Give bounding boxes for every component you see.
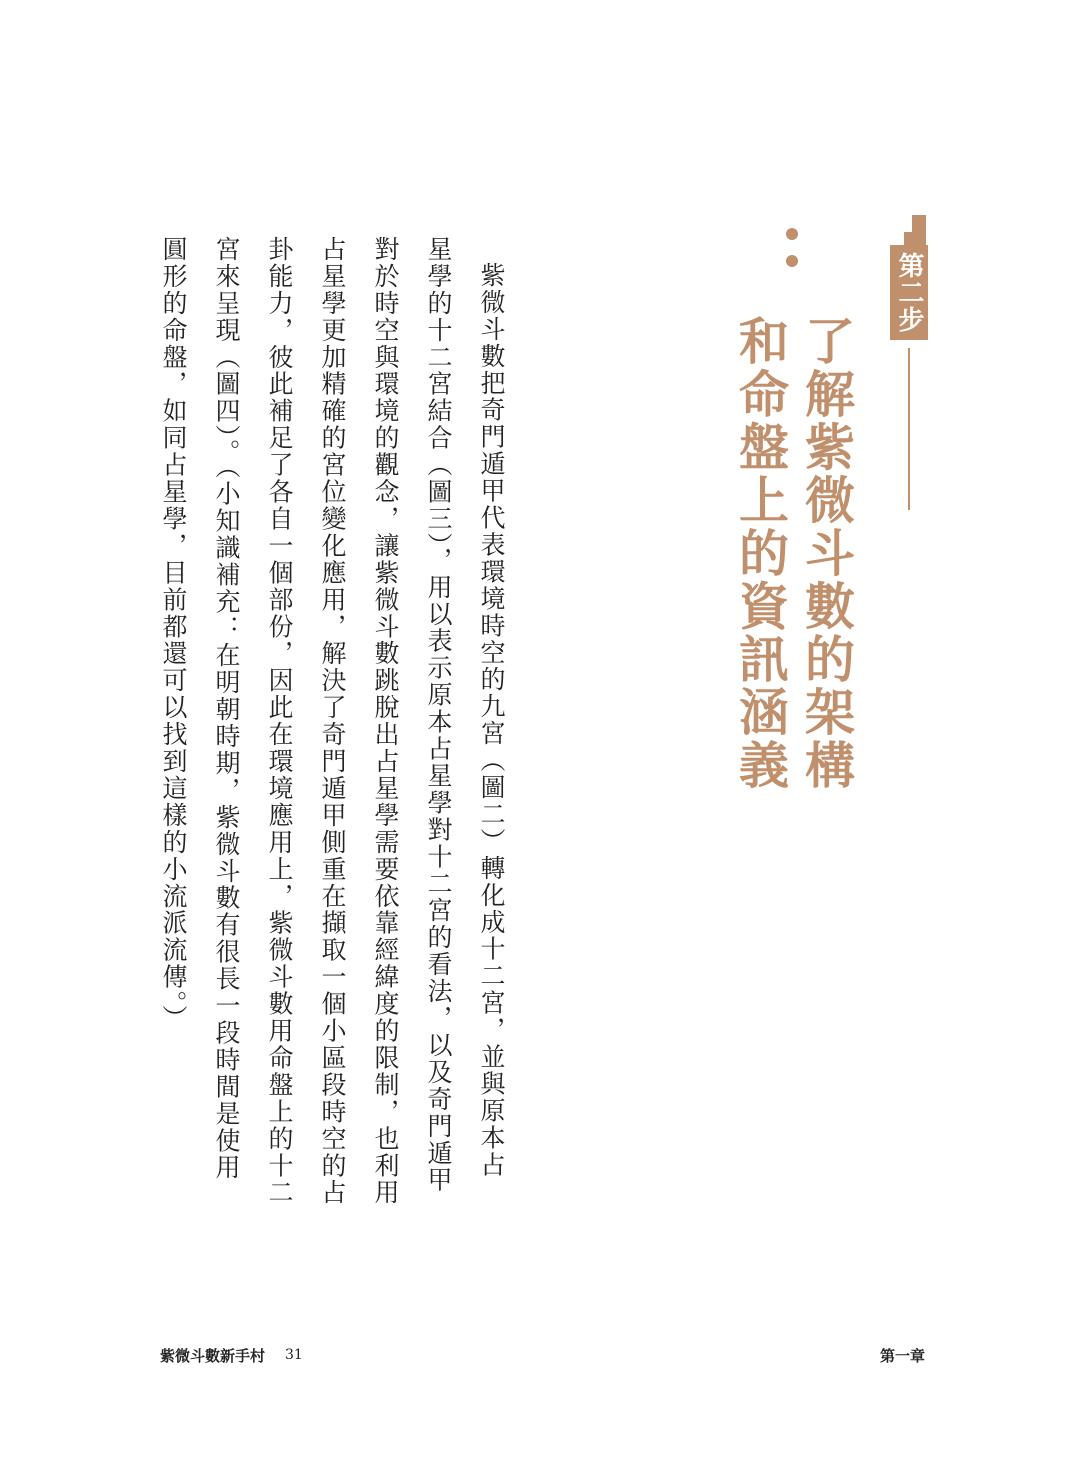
section-title-line-1: 了解紫微斗數的架構 (797, 315, 856, 792)
body-column-2: 星學的十二宮結合（圖三），用以表示原本占星學對十二宮的看法，以及奇門遁甲 (424, 236, 453, 1194)
body-column-6: 宮來呈現（圖四）。（小知識補充：在明朝時期，紫微斗數有很長一段時間是使用 (212, 236, 241, 1182)
step-badge-decoration-small (904, 232, 912, 245)
step-divider-line (908, 348, 910, 510)
footer-book-title: 紫微斗數新手村 (160, 1347, 266, 1365)
body-column-5: 卦能力，彼此補足了各自一個部份，因此在環境應用上，紫微斗數用命盤上的十二 (265, 236, 294, 1207)
body-column-3: 對於時空與環境的觀念，讓紫微斗數跳脫出占星學需要依靠經緯度的限制，也利用 (371, 236, 400, 1207)
body-column-7: 圓形的命盤，如同占星學，目前都還可以找到這樣的小流派流傳。） (159, 236, 188, 1032)
step-badge-decoration (912, 215, 926, 245)
body-column-4: 占星學更加精確的宮位變化應用，解決了奇門遁甲側重在擷取一個小區段時空的占 (318, 236, 347, 1207)
step-badge: 第二步 (890, 245, 928, 340)
section-title-line-2: 和命盤上的資訊涵義 (731, 315, 790, 792)
footer-page-number: 31 (285, 1347, 303, 1363)
footer-chapter: 第一章 (880, 1347, 926, 1365)
colon-dot-top (786, 228, 798, 240)
colon-dot-bottom (786, 255, 798, 267)
body-column-1: 紫微斗數把奇門遁甲代表環境時空的九宮（圖二）轉化成十二宮，並與原本占 (477, 262, 506, 1179)
